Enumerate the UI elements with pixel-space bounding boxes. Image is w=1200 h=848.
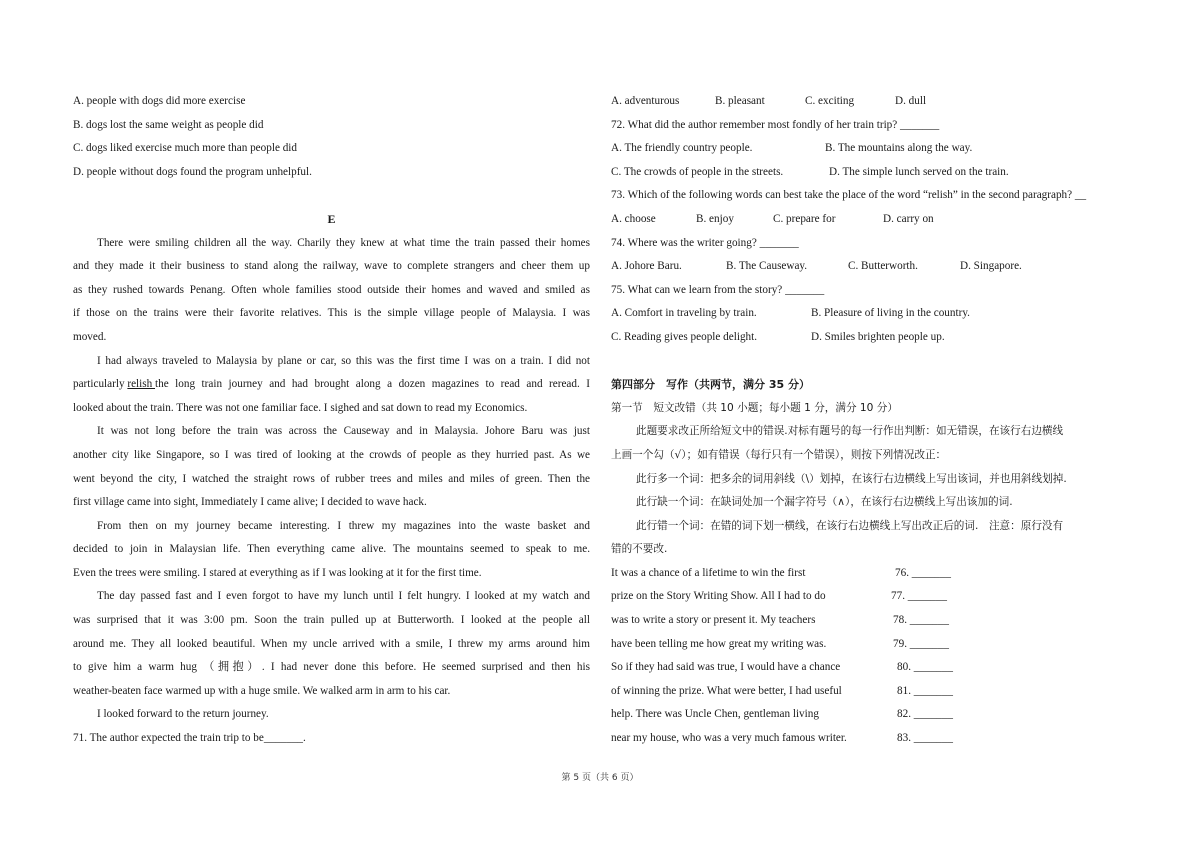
correction-line [611,633,1131,657]
answer-blank: 82. _______ [897,708,953,721]
correction-line [611,609,1131,633]
question-72: 72. What did the author remember most fondly of her train trip? _______ [611,118,940,131]
answer-blank: 80. _______ [897,661,953,674]
correction-text: of winning the prize. What were better, I had useful [611,684,842,697]
section-title: E [327,211,336,226]
instruction-line: 此行多一个词：把多余的词用斜线（\）划掉，在该行右边横线上写出该词，并也用斜线划掉. [636,472,1067,485]
correction-line [611,703,1131,727]
paragraph-line: first village came into sight, Immediately I came alive; I decided to wave hack. [73,496,427,509]
instruction-line: 错的不要改. [611,543,668,556]
correction-line [611,562,1131,586]
paragraph-line: weather-beaten face warmed up with a huge smile. We walked arm in arm to his car. [73,684,451,697]
paragraph-line: to give him a warm hug （拥抱）. I had never done this before. He seemed surprised and then his [73,661,590,674]
answer-blank: 79. _______ [893,637,949,650]
answer-blank: 83. _______ [897,732,953,745]
option-b: B. Pleasure of living in the country. [811,307,970,320]
correction-text: near my house, who was a very much famous writer. [611,732,847,745]
option-d: D. The simple lunch served on the train. [829,165,1009,178]
instruction-line: 此行错一个词：在错的词下划一横线，在该行右边横线上写出改正后的词. 注意：原行没有 [636,519,1064,532]
page-footer: 第 5 页（共 6 页） [561,773,639,783]
q74-options [611,255,1131,279]
option-b: B. The mountains along the way. [825,142,973,155]
paragraph-line: decided to join in Malaysian life. Then everything came alive. The mountains seemed to speak to me. [73,543,590,556]
option-d: D. carry on [883,212,934,225]
option-a: A. Comfort in traveling by train. [611,307,757,320]
q75-options [611,326,1131,350]
option-b: B. enjoy [696,212,734,225]
q75-options [611,302,1131,326]
option-c: C. dogs liked exercise much more than people did [73,142,298,155]
option-a: A. choose [611,212,656,225]
paragraph-line: The day passed fast and I even forgot to have my lunch until I felt hungry. I looked at my watch and [97,590,590,603]
paragraph-line [73,373,590,397]
correction-text: It was a chance of a lifetime to win the first [611,566,806,579]
paragraph-line: was surprised that it was 3:00 pm. Soon the train pulled up at Butterworth. I looked at the people all [73,614,590,627]
paragraph-line: and they made it their business to stand along the railway, wave to complete strangers and cheer them up [73,260,590,273]
question-73: 73. Which of the following words can best take the place of the word “relish” in the second paragraph? __ [611,189,1087,202]
correction-line [611,585,1131,609]
instruction-line: 上画一个勾（√）；如有错误（每行只有一个错误），则按下列情况改正： [611,448,947,461]
text-span: particularly [73,378,128,391]
option-a: A. people with dogs did more exercise [73,95,246,107]
instruction-line: 此行缺一个词：在缺词处加一个漏字符号（∧），在该行右边横线上写出该加的词. [636,496,1013,509]
answer-blank: 81. _______ [897,684,953,697]
underlined-word: relish [127,378,156,391]
correction-line [611,680,1131,704]
correction-text: have been telling me how great my writing was. [611,637,827,650]
paragraph-line: Even the trees were smiling. I stared at everything as if I was looking at it for the first time. [73,566,482,579]
paragraph-line: It was not long before the train was across the Causeway and in Malaysia. Johore Baru was just [97,425,590,438]
paragraph-line: went beyond the city, I watched the straight rows of rubber trees and miles and miles of green. Then the [73,472,590,485]
text-span: the long train journey and had brought along a dozen magazines to read and reread. I [155,378,590,391]
paragraph-line: if those on the trains were their favorite relatives. This is the simple village people of Malaysia. I was [73,307,590,320]
option-d: D. Singapore. [960,260,1022,273]
paragraph-line: around me. They all looked beautiful. When my uncle arrived with a smile, I threw my arms around him [73,637,590,650]
correction-line [611,727,1131,751]
section-heading: 第一节 短文改错（共 10 小题；每小题 1 分，满分 10 分） [611,401,898,414]
paragraph-line: looked about the train. There was not one familiar face. I sighed and sat down to read my Economics. [73,401,528,414]
option-b: B. dogs lost the same weight as people did [73,118,264,131]
correction-text: was to write a story or present it. My teachers [611,614,816,627]
option-a: A. adventurous [611,95,680,107]
question-75: 75. What can we learn from the story? _______ [611,283,825,296]
option-b: B. The Causeway. [726,260,808,273]
question-71: 71. The author expected the train trip to be_______. [73,732,306,745]
paragraph-line: another city like Singapore, so I was tired of looking at the crowds of people as they hurried past. As we [73,448,590,461]
option-d: D. people without dogs found the program unhelpful. [73,165,312,178]
option-a: A. Johore Baru. [611,260,682,273]
q73-options [611,208,1131,232]
option-d: D. dull [895,95,927,107]
option-c: C. Reading gives people delight. [611,330,758,343]
option-c: C. The crowds of people in the streets. [611,165,784,178]
question-74: 74. Where was the writer going? _______ [611,236,799,249]
q72-options [611,137,1131,161]
paragraph-line: I looked forward to the return journey. [97,708,269,721]
option-d: D. Smiles brighten people up. [811,330,945,343]
correction-text: help. There was Uncle Chen, gentleman living [611,708,819,721]
correction-line [611,656,1131,680]
option-b: B. pleasant [715,95,765,107]
left-column [73,90,590,751]
paragraph-line: I had always traveled to Malaysia by plane or car, so this was the first time I was on a train. I did not [97,354,590,367]
instruction-line: 此题要求改正所给短文中的错误.对标有题号的每一行作出判断：如无错误，在该行右边横线 [636,425,1064,438]
option-c: C. prepare for [773,212,836,225]
answer-blank: 77. _______ [891,590,947,603]
answer-blank: 76. _______ [895,566,951,579]
answer-blank: 78. _______ [893,614,949,627]
right-column [611,90,1131,751]
paragraph-line: From then on my journey became interesting. I threw my magazines into the waste basket and [97,519,590,532]
q71-options [611,90,1131,114]
paragraph-line: moved. [73,330,107,343]
option-c: C. exciting [805,95,855,107]
correction-text: So if they had said was true, I would have a chance [611,661,841,674]
part-heading: 第四部分 写作（共两节，满分 35 分） [611,378,810,392]
paragraph-line: There were smiling children all the way. Charily they knew at what time the train passed their homes [97,236,590,249]
option-a: A. The friendly country people. [611,142,753,155]
paragraph-line: as they rushed towards Penang. Often whole families stood outside their homes and waved and smiled as [73,283,590,296]
q72-options [611,161,1131,185]
option-c: C. Butterworth. [848,260,918,273]
correction-text: prize on the Story Writing Show. All I had to do [611,590,826,603]
